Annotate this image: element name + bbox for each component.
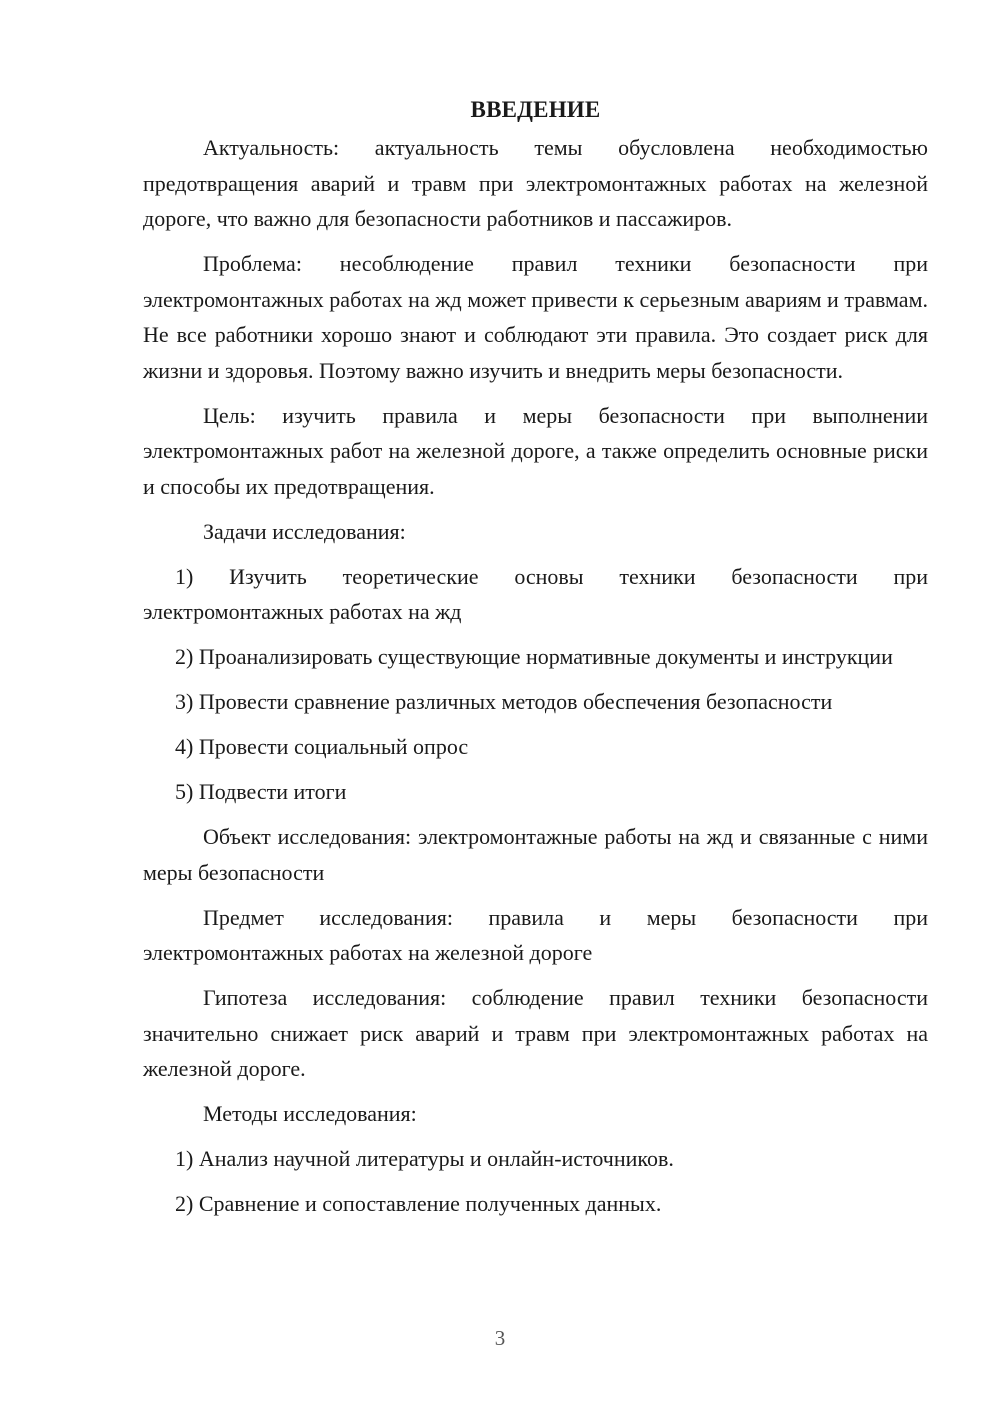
page-number: 3	[494, 1326, 506, 1350]
method-item-1: 1) Анализ научной литературы и онлайн-источников.	[175, 1146, 674, 1171]
document-page	[143, 92, 928, 1231]
task-item-2: 2) Проанализировать существующие нормативные документы и инструкции	[175, 644, 893, 669]
paragraph-hypothesis: Гипотеза исследования: соблюдение правил техники безопасности значительно снижает риск аварий и травм при электромонтажных работах на железной дороге.	[143, 985, 928, 1081]
paragraph-tasks-heading: Задачи исследования:	[203, 518, 406, 544]
paragraph-methods-heading: Методы исследования:	[203, 1101, 417, 1126]
task-item-5: 5) Подвести итоги	[175, 779, 347, 804]
paragraph-problem: Проблема: несоблюдение правил техники безопасности при электромонтажных работах на жд может привести к серьезным авариям и травмам. Не все работники хорошо знают и соблюдают эти правила. Это создает риск для жизни и здоровья. Поэтому важно изучить и внедрить меры безопасности.	[143, 251, 928, 383]
task-item-1: 1) Изучить теоретические основы техники безопасности при электромонтажных работах на жд	[143, 563, 928, 624]
method-item-2: 2) Сравнение и сопоставление полученных данных.	[175, 1191, 662, 1216]
paragraph-object: Объект исследования: электромонтажные работы на жд и связанные с ними меры безопасности	[143, 824, 928, 885]
section-title: ВВЕДЕНИЕ	[470, 97, 601, 122]
paragraph-goal: Цель: изучить правила и меры безопасности при выполнении электромонтажных работ на железной дороге, а также определить основные риски и способы их предотвращения.	[143, 402, 928, 499]
paragraph-subject: Предмет исследования: правила и меры безопасности при электромонтажных работах на железной дороге	[143, 904, 928, 965]
task-item-4: 4) Провести социальный опрос	[175, 734, 469, 759]
task-item-3: 3) Провести сравнение различных методов обеспечения безопасности	[175, 689, 833, 714]
paragraph-relevance: Актуальность: актуальность темы обусловлена необходимостью предотвращения аварий и травм при электромонтажных работах на железной дороге, что важно для безопасности работников и пассажиров.	[143, 135, 928, 231]
